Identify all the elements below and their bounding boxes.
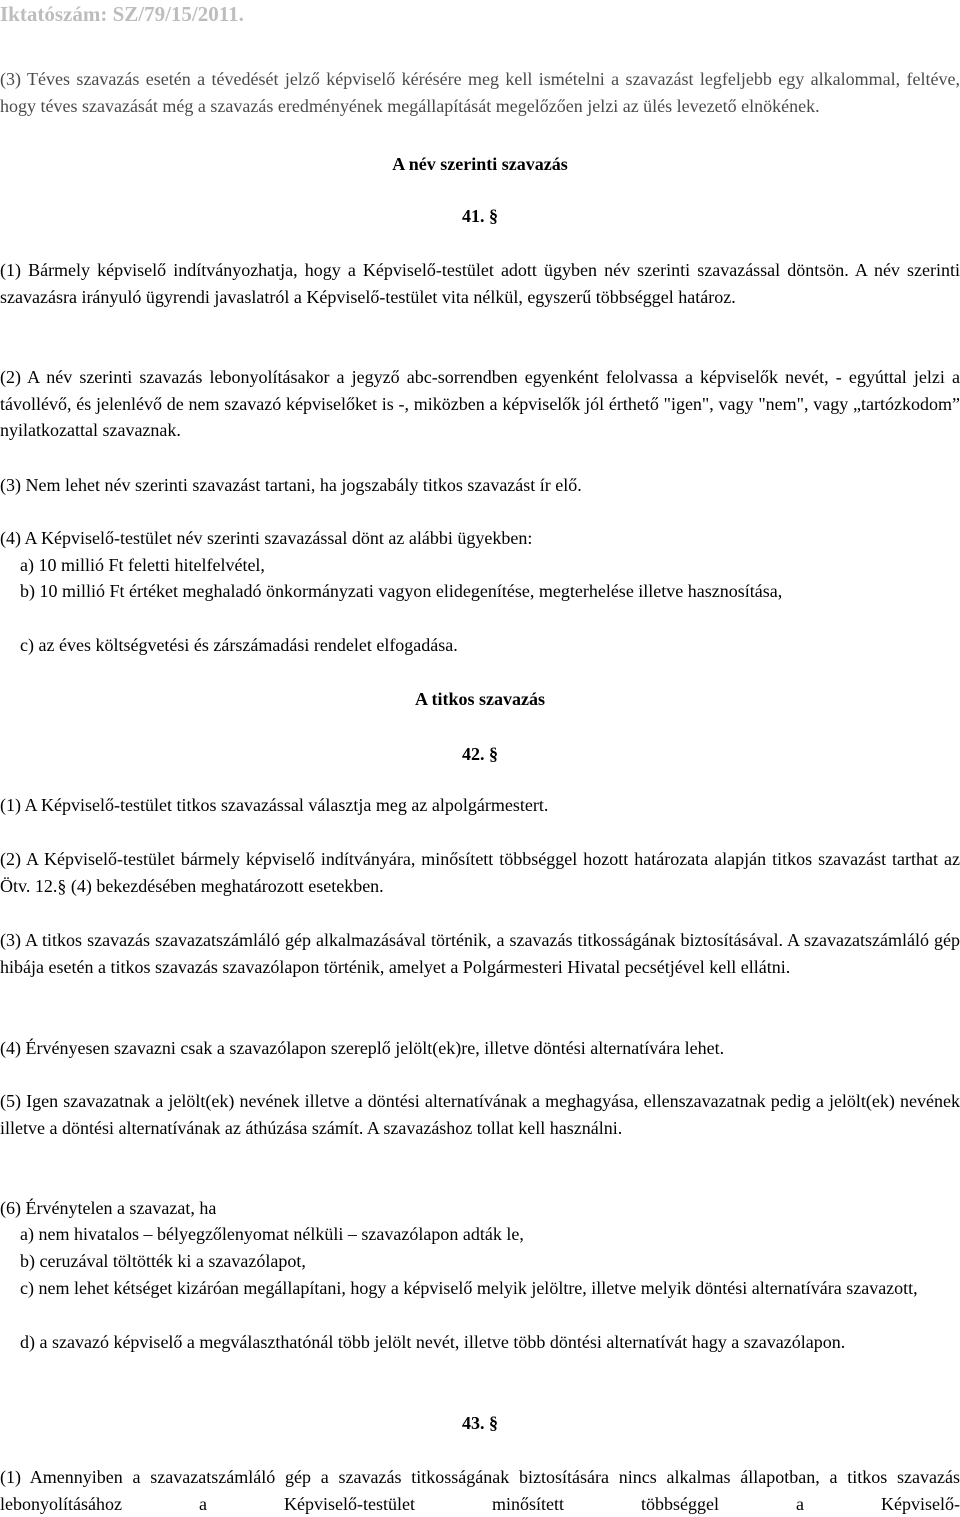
list-item: a) 10 millió Ft feletti hitelfelvétel, <box>20 555 265 575</box>
heading-roll-call-vote: A név szerinti szavazás <box>392 154 568 174</box>
section-41-title: 41. § <box>462 206 498 226</box>
section-42-title: 42. § <box>462 744 498 764</box>
heading-secret-vote: A titkos szavazás <box>415 689 545 709</box>
section-43-paragraph-1: (1) Amennyiben a szavazatszámláló gép a szavazás titkosságának biztosítására nincs alkalmas állapotban, a titkos szavazás lebonyolításához a Képviselő-testület minősített többséggel a Képviselő- <box>0 1467 960 1514</box>
list-item: d) a szavazó képviselő a megválaszthatónál több jelölt nevét, illetve több döntési alternatívát hagy a szavazólapon. <box>20 1332 846 1352</box>
section-42-paragraph-4: (4) Érvényesen szavazni csak a szavazólapon szereplő jelölt(ek)re, illetve döntési alternatívára lehet. <box>0 1038 725 1058</box>
paragraph-3-erroneous-vote: (3) Téves szavazás esetén a tévedését jelző képviselő kérésére meg kell ismételni a szavazást legfeljebb egy alkalommal, feltéve, hogy téves szavazását még a szavazás eredményének megállapítását megelőzően jelzi az ülés levezető elnökének. <box>0 69 960 116</box>
section-41-paragraph-4-intro: (4) A Képviselő-testület név szerinti szavazással dönt az alábbi ügyekben: <box>0 528 533 548</box>
list-item: a) nem hivatalos – bélyegzőlenyomat nélküli – szavazólapon adták le, <box>20 1224 524 1244</box>
section-41-paragraph-3: (3) Nem lehet név szerinti szavazást tartani, ha jogszabály titkos szavazást ír elő. <box>0 475 582 495</box>
list-item: b) 10 millió Ft értéket meghaladó önkormányzati vagyon elidegenítése, megterhelése illetve hasznosítása, <box>20 581 783 601</box>
section-42-paragraph-5: (5) Igen szavazatnak a jelölt(ek) nevének illetve a döntési alternatívának a meghagyása, ellenszavazatnak pedig a jelölt(ek) nevének illetve a döntési alternatívának az áthúzása számít. A szavazáshoz tollat kell használni. <box>0 1091 960 1138</box>
section-43-title: 43. § <box>462 1413 498 1433</box>
section-41-paragraph-1: (1) Bármely képviselő indítványozhatja, hogy a Képviselő-testület adott ügyben név szerinti szavazással döntsön. A név szerinti szavazásra irányuló ügyrendi javaslatról a Képviselő-testület vita nélkül, egyszerű többséggel határoz. <box>0 260 960 307</box>
section-41-paragraph-2: (2) A név szerinti szavazás lebonyolításakor a jegyző abc-sorrendben egyenként felolvassa a képviselők nevét, - egyúttal jelzi a távollévő, és jelenlévő de nem szavazó képviselőket is -, miközben a képviselők jól érthető "igen", vagy "nem", vagy „tartózkodom” nyilatkozattal szavaznak. <box>0 367 960 440</box>
list-item: b) ceruzával töltötték ki a szavazólapot, <box>20 1251 306 1271</box>
document-header-filing-number: Iktatószám: SZ/79/15/2011. <box>0 2 244 26</box>
list-item: c) az éves költségvetési és zárszámadási rendelet elfogadása. <box>20 635 458 655</box>
section-42-paragraph-1: (1) A Képviselő-testület titkos szavazással választja meg az alpolgármestert. <box>0 795 549 815</box>
section-42-paragraph-2: (2) A Képviselő-testület bármely képviselő indítványára, minősített többséggel hozott határozata alapján titkos szavazást tarthat az Ötv. 12.§ (4) bekezdésében meghatározott esetekben. <box>0 849 960 896</box>
list-item: c) nem lehet kétséget kizáróan megállapítani, hogy a képviselő melyik jelöltre, illetve melyik döntési alternatívára szavazott, <box>20 1278 918 1298</box>
section-42-paragraph-6-intro: (6) Érvénytelen a szavazat, ha <box>0 1198 217 1218</box>
section-42-paragraph-3: (3) A titkos szavazás szavazatszámláló gép alkalmazásával történik, a szavazás titkosságának biztosításával. A szavazatszámláló gép hibája esetén a titkos szavazás szavazólapon történik, amelyet a Polgármesteri Hivatal pecsétjével kell ellátni. <box>0 930 960 977</box>
